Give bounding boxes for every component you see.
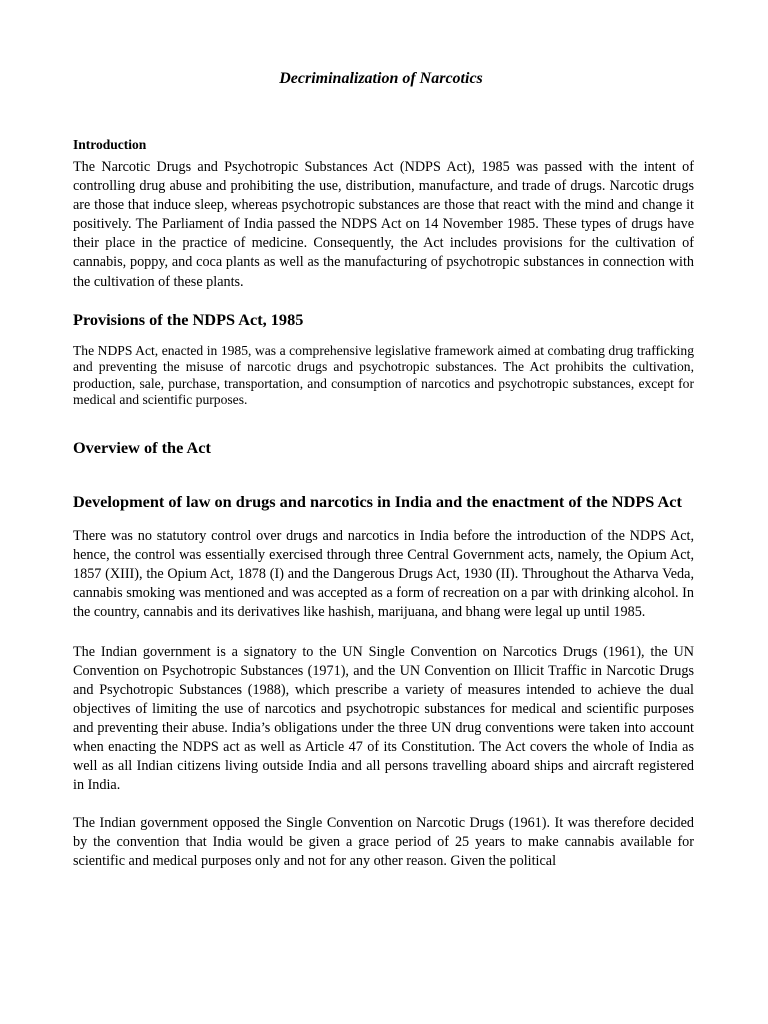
- provisions-heading: Provisions of the NDPS Act, 1985: [73, 309, 304, 329]
- development-paragraph-1: There was no statutory control over drugs and narcotics in India before the introduction of the NDPS Act, hence, the control was essentially exercised through three Central Government acts, namely, the Opium Act, 1857 (XIII), the Opium Act, 1878 (I) and the Dangerous Drugs Act, 1930 (II). Throughout the Atharva Veda, cannabis smoking was mentioned and was accepted as a form of recreation on a par with drinking alcohol. In the country, cannabis and its derivatives like hashish, marijuana, and bhang were legal up until 1985.: [73, 528, 694, 621]
- overview-heading: Overview of the Act: [73, 438, 211, 458]
- introduction-paragraph: The Narcotic Drugs and Psychotropic Substances Act (NDPS Act), 1985 was passed with the intent of controlling drug abuse and prohibiting the use, distribution, manufacture, and trade of drugs. Narcotic drugs are those that induce sleep, whereas psychotropic substances are those that react with the mind and change it positively. The Parliament of India passed the NDPS Act on 14 November 1985. These types of drugs have their place in the practice of medicine. Consequently, the Act includes provisions for the cultivation of cannabis, poppy, and coca plants as well as the manufacturing of psychotropic substances in connection with the cultivation of these plants.: [73, 159, 694, 290]
- development-paragraph-2: The Indian government is a signatory to the UN Single Convention on Narcotics Drugs (1961), the UN Convention on Psychotropic Substances (1971), and the UN Convention on Illicit Traffic in Narcotic Drugs and Psychotropic Substances (1988), which prescribe a variety of measures intended to achieve the dual objectives of limiting the use of narcotics and psychotropic substances for medical and scientific purposes and preventing their abuse. India’s obligations under the three UN drug conventions were taken into account when enacting the NDPS act as well as Article 47 of its Constitution. The Act covers the whole of India as well as all Indian citizens living outside India and all persons travelling aboard ships and aircraft registered in India.: [73, 643, 694, 794]
- development-paragraph-3: The Indian government opposed the Single Convention on Narcotic Drugs (1961). It was therefore decided by the convention that India would be given a grace period of 25 years to make cannabis available for scientific and medical purposes only and not for any other reason. Given the political: [73, 815, 694, 870]
- introduction-heading: Introduction: [73, 137, 147, 152]
- document-title: Decriminalization of Narcotics: [279, 70, 483, 87]
- development-heading: Development of law on drugs and narcotics in India and the enactment of the NDPS Act: [73, 492, 682, 512]
- document-body: [73, 137, 694, 872]
- provisions-paragraph: The NDPS Act, enacted in 1985, was a comprehensive legislative framework aimed at combating drug trafficking and preventing the misuse of narcotic drugs and psychotropic substances. The Act prohibits the cultivation, production, sale, purchase, transportation, and consumption of narcotics and psychotropic substances, except for medical and scientific purposes.: [73, 342, 694, 408]
